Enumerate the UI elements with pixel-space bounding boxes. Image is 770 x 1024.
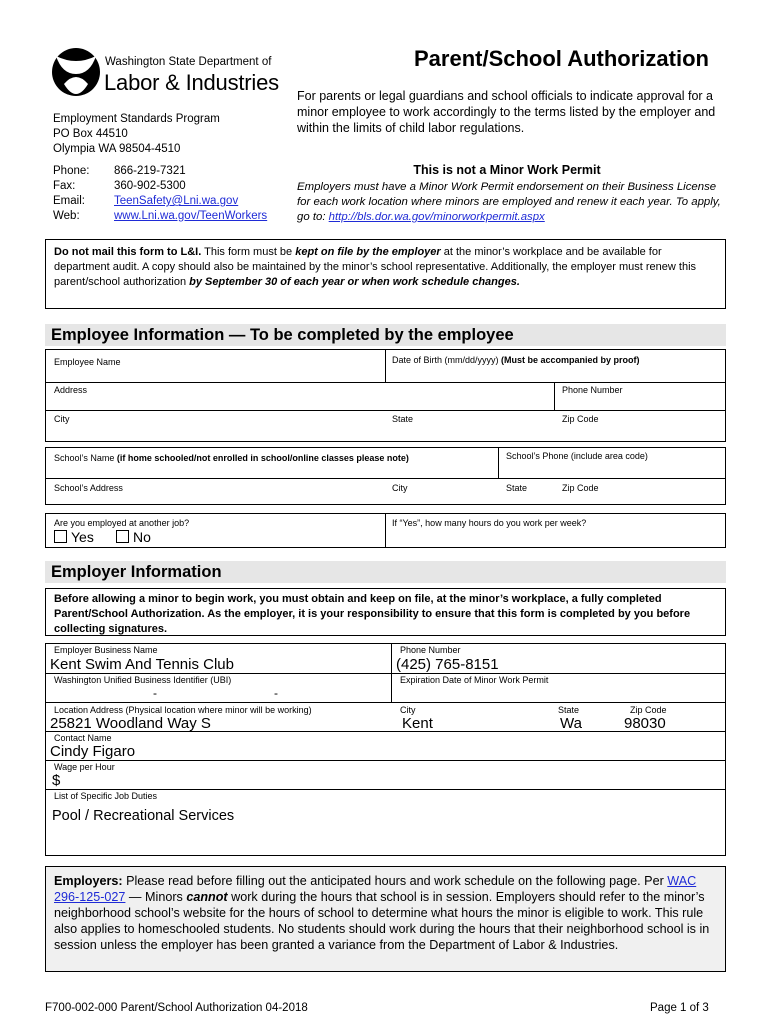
contact-name-value[interactable]: Cindy Figaro bbox=[50, 743, 136, 760]
employer-state-label: State bbox=[558, 705, 580, 715]
employer-section-title: Employer Information bbox=[45, 561, 726, 583]
contact-fax: Fax: 360-902-5300 bbox=[53, 180, 186, 192]
program-address bbox=[53, 112, 220, 157]
agency-line2: Labor & Industries bbox=[104, 70, 279, 95]
page-title: Parent/School Authorization bbox=[414, 46, 709, 71]
hours-field[interactable]: If “Yes”, how many hours do you work per week? bbox=[392, 518, 587, 528]
other-job-grid bbox=[45, 513, 726, 548]
no-checkbox[interactable] bbox=[116, 530, 129, 543]
location-label: Location Address (Physical location where minor will be working) bbox=[54, 705, 312, 715]
ubi-label: Washington Unified Business Identifier (UBI) bbox=[54, 675, 232, 685]
contact-email: Email: TeenSafety@Lni.wa.gov bbox=[53, 195, 239, 207]
email-link[interactable]: TeenSafety@Lni.wa.gov bbox=[114, 195, 239, 207]
web-link[interactable]: www.Lni.wa.gov/TeenWorkers bbox=[114, 210, 268, 222]
duties-value[interactable]: Pool / Recreational Services bbox=[52, 808, 235, 824]
dob-field[interactable]: Date of Birth (mm/dd/yyyy) (Must be accompanied by proof) bbox=[392, 355, 640, 365]
wac-link[interactable]: WAC 296-125-027 bbox=[54, 874, 697, 904]
city-field[interactable]: City bbox=[54, 414, 70, 424]
lni-logo-mark bbox=[50, 44, 102, 100]
ubi-dash-2[interactable]: - bbox=[274, 686, 278, 700]
employer-city-label: City bbox=[400, 705, 416, 715]
employee-section-title: Employee Information — To be completed by the employee bbox=[45, 324, 726, 346]
school-city-field[interactable]: City bbox=[392, 483, 408, 493]
contact-list bbox=[53, 164, 267, 224]
city-line: Olympia WA 98504-4510 bbox=[53, 143, 181, 155]
no-option[interactable]: No bbox=[116, 529, 151, 545]
phone-field[interactable]: Phone Number bbox=[562, 385, 623, 395]
yes-checkbox[interactable] bbox=[54, 530, 67, 543]
contact-name-label: Contact Name bbox=[54, 733, 112, 743]
school-state-field[interactable]: State bbox=[506, 483, 528, 493]
contact-web: Web: www.Lni.wa.gov/TeenWorkers bbox=[53, 210, 268, 222]
location-value[interactable]: 25821 Woodland Way S bbox=[50, 715, 211, 732]
zip-field[interactable]: Zip Code bbox=[562, 414, 599, 424]
page-number: Page 1 of 3 bbox=[650, 1002, 709, 1014]
employer-hours-note: Employers: Please read before filling out the anticipated hours and work schedule on the following page. Per WAC 296-125-027 — Minors cannot work during the hours that school is in session. Employers should refer to the minor’s neighborhood school’s website for the hours of school to determine what hours the minor is eligible to work. This rule also applies to homeschooled students. No students should work during the hours that their neighborhood school is in session unless the employer has been granted a variance from the Department of Labor & Industries. bbox=[45, 866, 726, 972]
employer-zip-label: Zip Code bbox=[630, 705, 667, 715]
school-name-field[interactable]: School’s Name (if home schooled/not enrolled in school/online classes please note) bbox=[54, 453, 409, 463]
program-name: Employment Standards Program bbox=[53, 113, 220, 125]
duties-label: List of Specific Job Duties bbox=[54, 791, 158, 801]
school-grid bbox=[45, 447, 726, 505]
agency-line1: Washington State Department of bbox=[105, 56, 272, 68]
not-permit-heading: This is not a Minor Work Permit bbox=[413, 163, 601, 177]
contact-phone: Phone: 866-219-7321 bbox=[53, 165, 186, 177]
employer-grid bbox=[45, 643, 726, 856]
po-box: PO Box 44510 bbox=[53, 128, 128, 140]
intro-text: For parents or legal guardians and school officials to indicate approval for a minor employee to work accordingly to the terms listed by the employer and within the limits of child labor regulations. bbox=[297, 89, 716, 135]
permit-requirement: Employers must have a Minor Work Permit endorsement on their Business License for each work location where minors are employed and renew it each year. To apply, go to: http://bls.dor.wa.gov/minorworkpermit.aspx bbox=[297, 181, 721, 223]
business-name-label: Employer Business Name bbox=[54, 645, 158, 655]
employee-name-field[interactable]: Employee Name bbox=[54, 357, 121, 367]
permit-link[interactable]: http://bls.dor.wa.gov/minorworkpermit.aspx bbox=[328, 211, 545, 223]
employer-zip-value[interactable]: 98030 bbox=[624, 715, 666, 732]
school-zip-field[interactable]: Zip Code bbox=[562, 483, 599, 493]
employer-warning: Before allowing a minor to begin work, you must obtain and keep on file, at the minor’s workplace, a fully completed Parent/School Authorization. As the employer, it is your responsibility to ensure that this form is completed by you before collecting signatures. bbox=[45, 588, 726, 636]
school-address-field[interactable]: School’s Address bbox=[54, 483, 123, 493]
business-name-value[interactable]: Kent Swim And Tennis Club bbox=[50, 656, 234, 673]
yes-option[interactable]: Yes bbox=[54, 529, 94, 545]
other-job-question: Are you employed at another job? bbox=[54, 518, 190, 528]
wage-value[interactable]: $ bbox=[52, 772, 61, 789]
notice-box: Do not mail this form to L&I. This form must be kept on file by the employer at the minor’s workplace and be available for department audit. A copy should also be maintained by the minor’s school representative. Additionally, the employer must renew this parent/school authorization by September 30 of each year or when work schedule changes. bbox=[45, 239, 726, 309]
expiration-label[interactable]: Expiration Date of Minor Work Permit bbox=[400, 675, 549, 685]
employer-phone-value[interactable]: (425) 765-8151 bbox=[396, 656, 499, 673]
address-field[interactable]: Address bbox=[54, 385, 88, 395]
state-field[interactable]: State bbox=[392, 414, 414, 424]
employer-phone-label: Phone Number bbox=[400, 645, 461, 655]
school-phone-field[interactable]: School’s Phone (include area code) bbox=[506, 451, 648, 461]
wage-label: Wage per Hour bbox=[54, 762, 115, 772]
ubi-dash-1[interactable]: - bbox=[153, 686, 157, 700]
employer-state-value[interactable]: Wa bbox=[560, 715, 582, 732]
employer-city-value[interactable]: Kent bbox=[402, 715, 433, 732]
employee-grid bbox=[45, 349, 726, 442]
form-id: F700-002-000 Parent/School Authorization 04-2018 bbox=[45, 1002, 308, 1014]
